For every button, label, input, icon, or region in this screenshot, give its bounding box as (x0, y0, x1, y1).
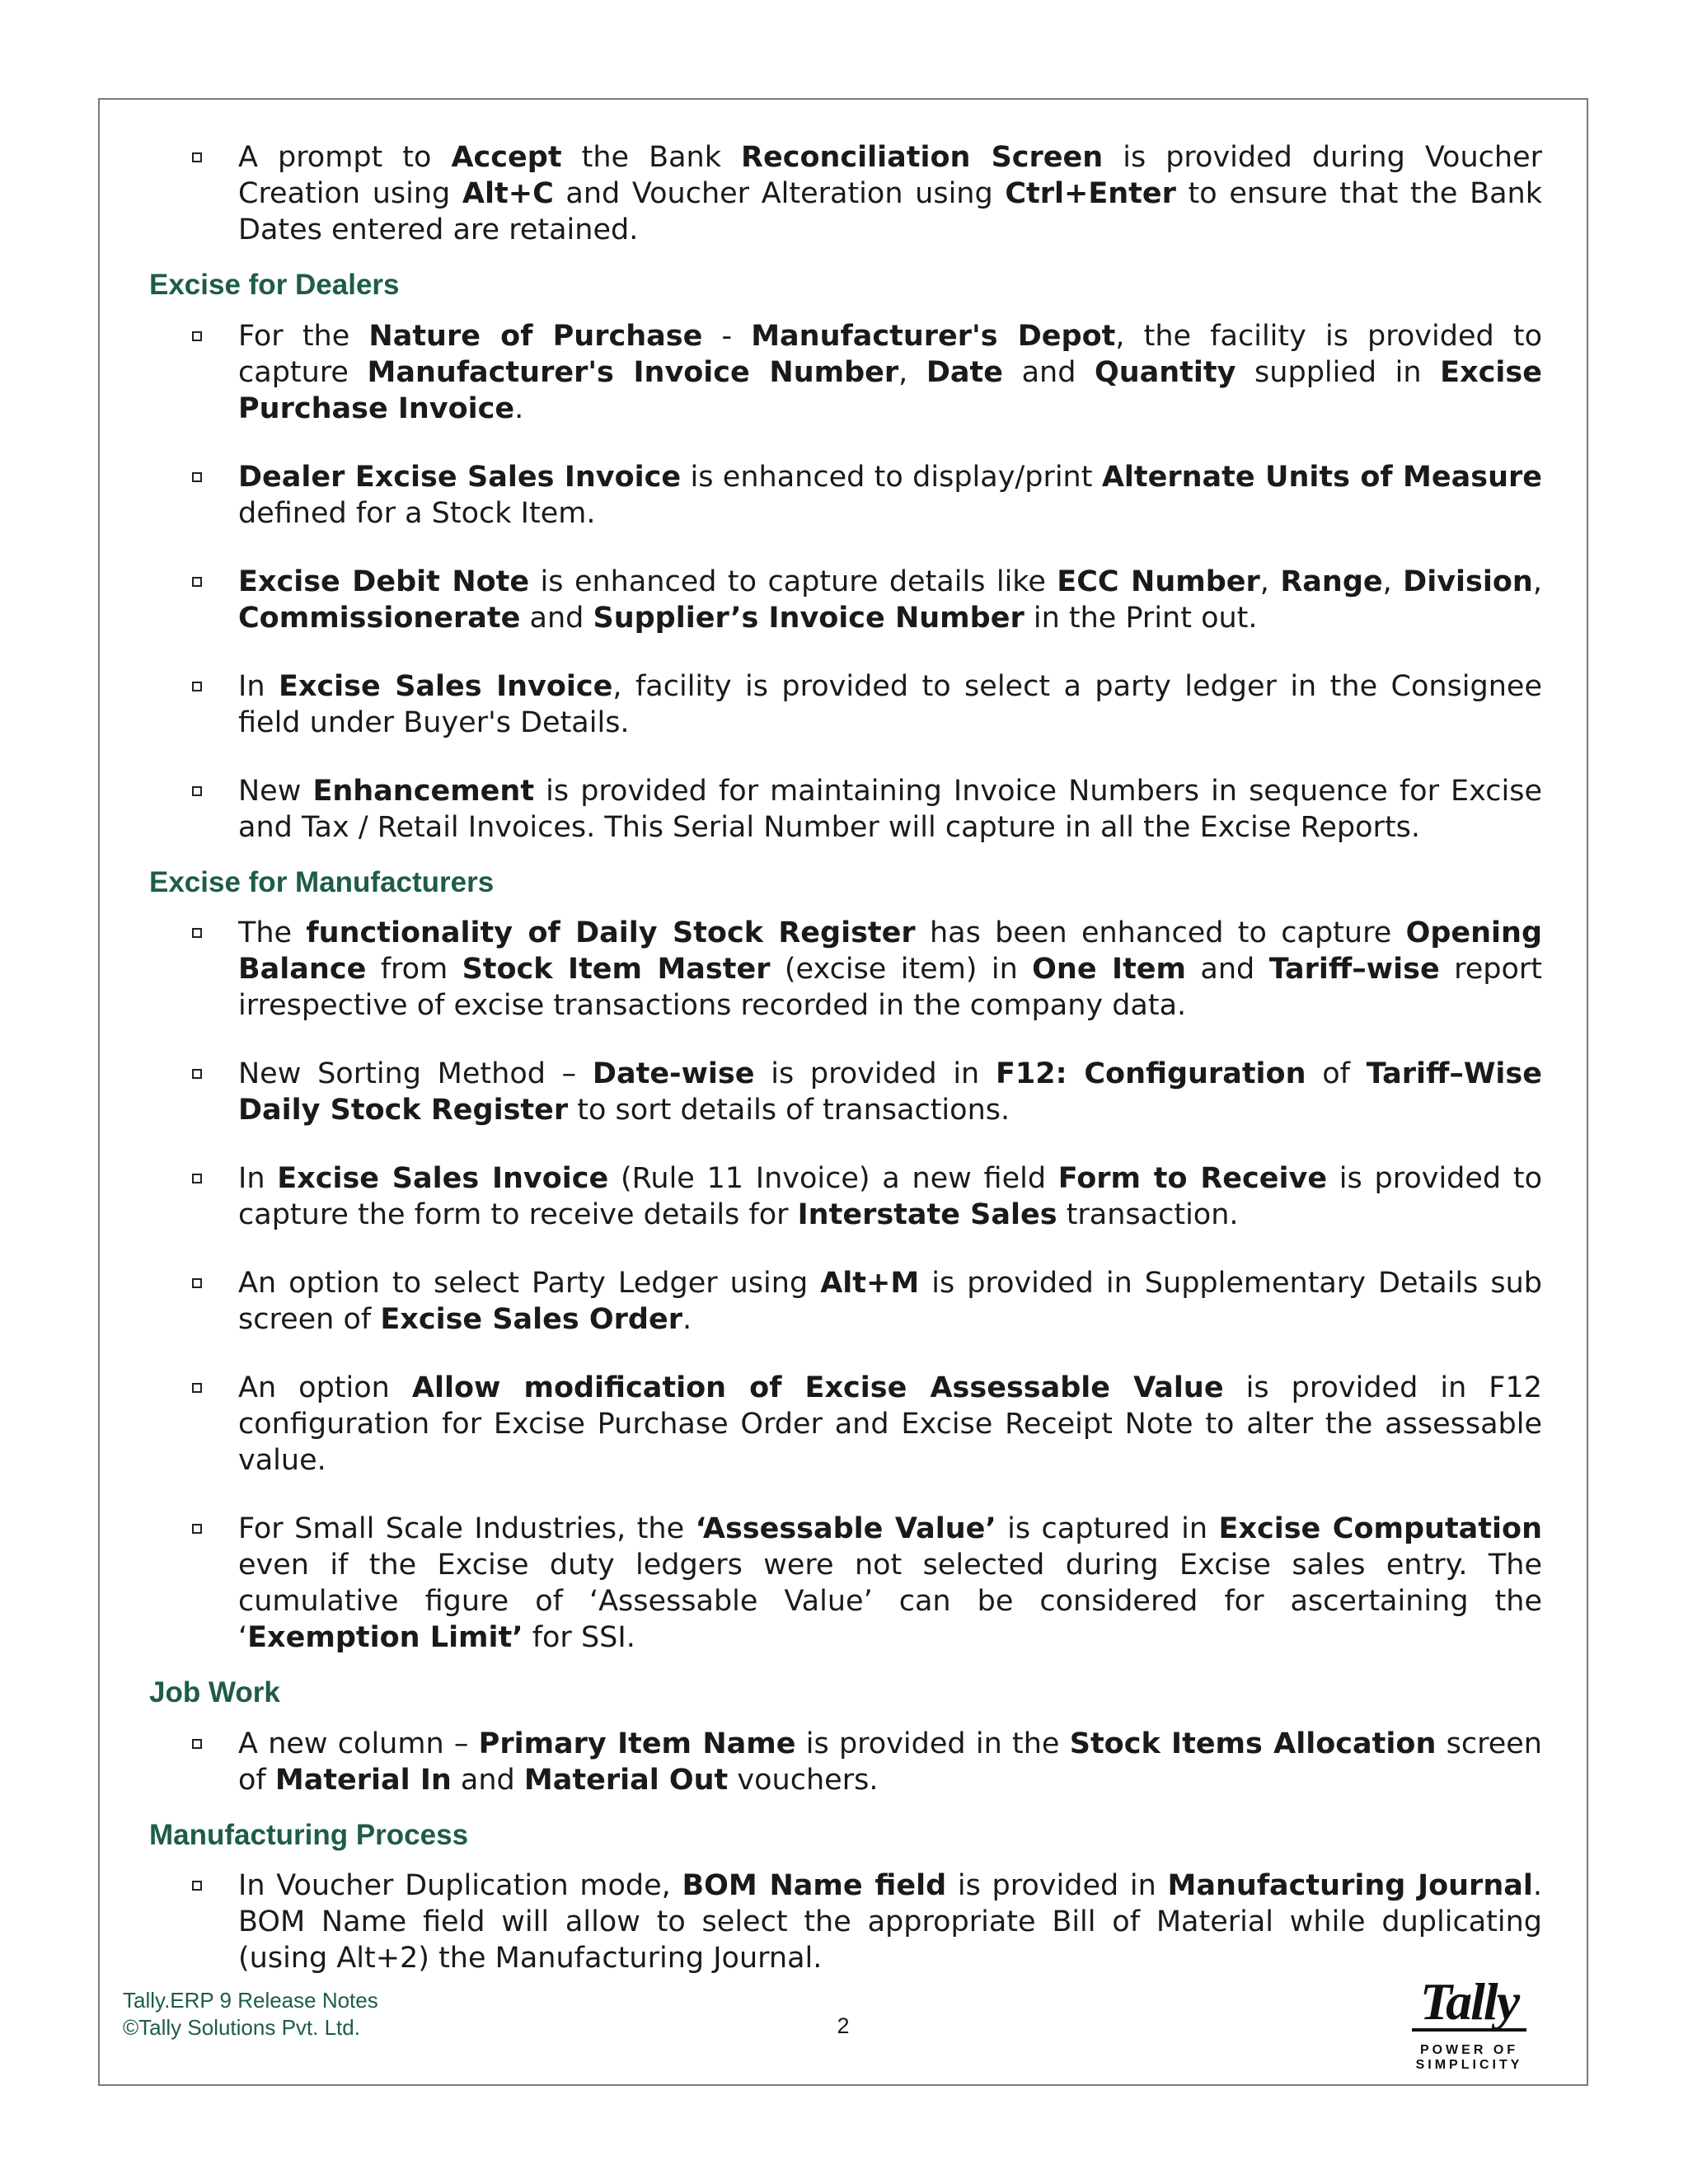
bold-text: Stock Items Allocation (1069, 1727, 1437, 1760)
bullet-item (149, 1056, 1542, 1128)
bold-text: ‘Assessable Value’ (695, 1512, 996, 1545)
text-run: and Voucher Alteration using (553, 177, 1006, 210)
document-page (98, 98, 1588, 2086)
bold-text: Opening Balance (238, 916, 1542, 986)
text-run: is provided in F12 configuration for Excise Purchase Order and Excise Receipt Note to alter the assessable value. (238, 1371, 1542, 1477)
bold-text: Tariff–Wise Daily Stock Register (238, 1057, 1542, 1127)
bold-text: Primary Item Name (478, 1727, 796, 1760)
square-bullet-icon (192, 786, 202, 796)
text-run: New (238, 774, 313, 808)
bold-text: Accept (451, 141, 562, 174)
bold-text: F12: Configuration (995, 1057, 1306, 1090)
bullet-item (149, 318, 1542, 427)
bold-text: Date (926, 355, 1003, 389)
bold-text: Excise Purchase Invoice (238, 355, 1542, 425)
bold-text: Excise Debit Note (238, 565, 530, 598)
square-bullet-icon (192, 577, 202, 587)
bold-text: Stock Item Master (462, 953, 771, 986)
bold-text: ECC Number (1057, 565, 1260, 598)
text-run: report irrespective of excise transactions recorded in the company data. (238, 953, 1542, 1022)
bold-text: Exemption Limit’ (247, 1621, 523, 1654)
bold-text: Ctrl+Enter (1005, 177, 1176, 210)
text-run: screen of (238, 1727, 1542, 1797)
bullet-item (149, 915, 1542, 1024)
text-run: supplied in (1236, 355, 1441, 389)
intro-bullet-list (149, 139, 1542, 248)
bold-text: Range (1280, 565, 1383, 598)
bullet-item (149, 668, 1542, 741)
text-run: A prompt to (238, 141, 452, 174)
bold-text: Material Out (523, 1763, 729, 1797)
text-run: An option (238, 1371, 412, 1404)
text-run: and (451, 1763, 524, 1797)
bold-text: Form to Receive (1057, 1162, 1328, 1195)
text-run: For Small Scale Industries, the (238, 1512, 696, 1545)
bullet-item (149, 1868, 1542, 1976)
bullet-item (149, 1370, 1542, 1479)
bold-text: Division (1403, 565, 1533, 598)
bold-text: Excise Sales Order (380, 1303, 682, 1336)
sections-container (149, 269, 1542, 1976)
text-run: transaction. (1057, 1198, 1239, 1231)
text-run: is enhanced to capture details like (529, 565, 1057, 598)
text-run: An option to select Party Ledger using (238, 1267, 821, 1300)
text-run: is provided to capture the form to receive details for (238, 1162, 1542, 1231)
text-run: is captured in (996, 1512, 1219, 1545)
square-bullet-icon (192, 1524, 202, 1534)
footer-copyright: ©Tally Solutions Pvt. Ltd. (123, 2015, 360, 2040)
text-run: (Rule 11 Invoice) a new field (608, 1162, 1058, 1195)
text-run: is provided in (946, 1869, 1168, 1902)
text-run: , (1532, 565, 1542, 598)
text-run: In Voucher Duplication mode, (238, 1869, 682, 1902)
bold-text: BOM Name field (682, 1869, 947, 1902)
bold-text: Manufacturer's Depot (751, 319, 1116, 353)
text-run: , facility is provided to select a party ledger in the Consignee field under Buyer's Details. (238, 669, 1542, 739)
bold-text: Alternate Units of Measure (1101, 460, 1542, 494)
page-content (149, 139, 1542, 1976)
square-bullet-icon (192, 682, 202, 691)
text-run: , (898, 355, 926, 389)
text-run: for SSI. (523, 1621, 635, 1654)
bullet-item (149, 139, 1542, 248)
bold-text: Manufacturer's Invoice Number (367, 355, 899, 389)
bullet-item (149, 1265, 1542, 1338)
bold-text: functionality of Daily Stock Register (306, 916, 916, 949)
bullet-item (149, 1511, 1542, 1656)
text-run: is provided in the (795, 1727, 1070, 1760)
bold-text: Material In (274, 1763, 452, 1797)
bold-text: Enhancement (312, 774, 535, 808)
text-run: of (1306, 1057, 1367, 1090)
text-run: The (238, 916, 307, 949)
bold-text: Quantity (1095, 355, 1236, 389)
text-run: and (1003, 355, 1095, 389)
text-run: is provided in Supplementary Details sub screen of (238, 1267, 1543, 1336)
bold-text: Alt+M (820, 1267, 920, 1300)
square-bullet-icon (192, 1069, 202, 1079)
text-run: is provided for maintaining Invoice Numbers in sequence for Excise and Tax / Retail Invoices. This Serial Number will capture in all the Excise Reports. (238, 774, 1542, 844)
text-run: from (366, 953, 462, 986)
text-run: to ensure that the Bank Dates entered are retained. (238, 177, 1542, 246)
bold-text: Date-wise (592, 1057, 755, 1090)
text-run: - (702, 319, 752, 353)
bold-text: Excise Computation (1218, 1512, 1542, 1545)
text-run: is provided in (754, 1057, 996, 1090)
text-run: . (682, 1303, 692, 1336)
text-run: is enhanced to display/print (681, 460, 1102, 494)
section-heading: Excise for Dealers (149, 269, 400, 301)
text-run: , (1259, 565, 1281, 598)
square-bullet-icon (192, 1174, 202, 1183)
logo-wordmark: Tally (1412, 1977, 1526, 2032)
square-bullet-icon (192, 152, 202, 162)
text-run: to sort details of transactions. (568, 1094, 1010, 1127)
section-bullet-list (149, 1726, 1542, 1798)
bold-text: Reconciliation Screen (741, 141, 1104, 174)
text-run: In (238, 669, 279, 703)
bold-text: Excise Sales Invoice (278, 669, 613, 703)
section-heading: Excise for Manufacturers (149, 865, 495, 898)
bold-text: Alt+C (462, 177, 554, 210)
section-bullet-list (149, 915, 1542, 1656)
text-run: . (514, 391, 524, 425)
text-run: (excise item) in (770, 953, 1033, 986)
tally-logo (1376, 1972, 1562, 2073)
text-run: , (1382, 565, 1404, 598)
bold-text: Excise Sales Invoice (277, 1162, 609, 1195)
square-bullet-icon (192, 472, 202, 482)
bullet-item (149, 1726, 1542, 1798)
square-bullet-icon (192, 1383, 202, 1393)
text-run: . BOM Name field will allow to select the appropriate Bill of Material while duplicating (using Alt+2) the Manufacturing Journal. (238, 1869, 1542, 1975)
text-run: has been enhanced to capture (915, 916, 1406, 949)
bullet-item (149, 1160, 1542, 1233)
bold-text: Nature of Purchase (368, 319, 703, 353)
section-heading: Manufacturing Process (149, 1818, 469, 1851)
logo-tagline: POWER OF SIMPLICITY (1415, 2043, 1523, 2072)
bold-text: One Item (1032, 953, 1187, 986)
square-bullet-icon (192, 331, 202, 341)
text-run: A new column – (238, 1727, 479, 1760)
bullet-item (149, 773, 1542, 846)
bold-text: Commissionerate (238, 601, 521, 635)
text-run: is provided during Voucher Creation using (238, 141, 1543, 210)
section-bullet-list (149, 1868, 1542, 1976)
square-bullet-icon (192, 928, 202, 938)
page-number: 2 (837, 2013, 850, 2038)
text-run: in the Print out. (1024, 601, 1258, 635)
square-bullet-icon (192, 1278, 202, 1288)
bold-text: Dealer Excise Sales Invoice (238, 460, 682, 494)
text-run: and (520, 601, 593, 635)
square-bullet-icon (192, 1881, 202, 1891)
bold-text: Tariff–wise (1268, 953, 1440, 986)
text-run: For the (238, 319, 369, 353)
section-bullet-list (149, 318, 1542, 846)
text-run: and (1186, 953, 1269, 986)
text-run: New Sorting Method – (238, 1057, 593, 1090)
text-run: In (238, 1162, 278, 1195)
bullet-item (149, 459, 1542, 532)
text-run: defined for a Stock Item. (238, 496, 596, 530)
section-heading: Job Work (149, 1676, 280, 1708)
bold-text: Interstate Sales (797, 1198, 1057, 1231)
bullet-item (149, 564, 1542, 636)
bold-text: Supplier’s Invoice Number (593, 601, 1025, 635)
text-run: vouchers. (728, 1763, 879, 1797)
square-bullet-icon (192, 1739, 202, 1749)
bold-text: Manufacturing Journal (1167, 1869, 1533, 1902)
bold-text: Allow modification of Excise Assessable Value (411, 1371, 1224, 1404)
text-run: , the facility is provided to capture (238, 319, 1542, 389)
footer-doc-title: Tally.ERP 9 Release Notes (123, 1988, 378, 2013)
text-run: the Bank (561, 141, 742, 174)
text-run: even if the Excise duty ledgers were not selected during Excise sales entry. The cumulative figure of ‘Assessable Value’ can be considered for ascertaining the ‘ (238, 1549, 1542, 1654)
